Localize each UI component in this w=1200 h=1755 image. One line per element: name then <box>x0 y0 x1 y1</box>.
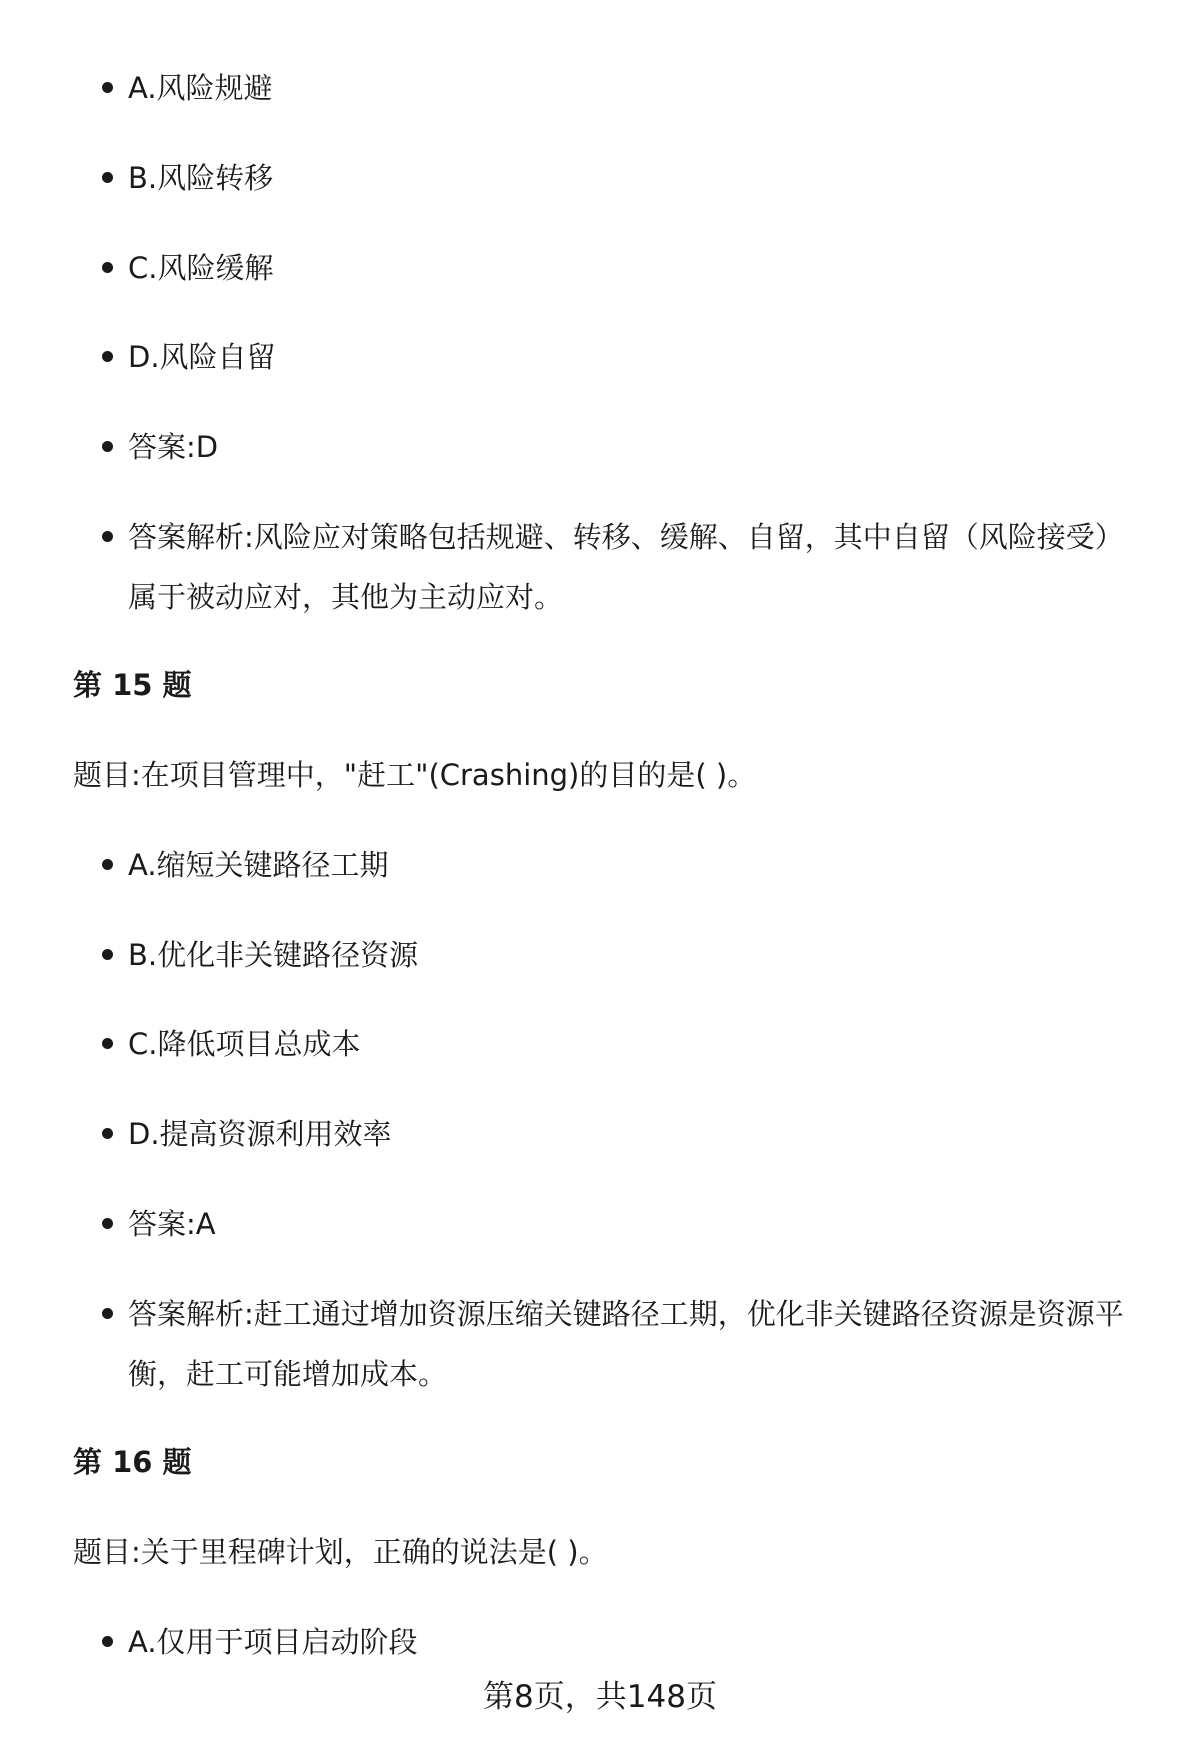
q16-heading: 第 16 题 <box>73 1445 192 1479</box>
q14-answer: 答案:D <box>128 417 1148 477</box>
q15-option-a: A.缩短关键路径工期 <box>128 835 1148 895</box>
q15-option-b: B.优化非关键路径资源 <box>128 925 1148 985</box>
q15-option-c: C.降低项目总成本 <box>128 1014 1148 1074</box>
q15-analysis: 答案解析:赶工通过增加资源压缩关键路径工期，优化非关键路径资源是资源平衡，赶工可能增加成本。 <box>128 1284 1148 1404</box>
q16-option-a: A.仅用于项目启动阶段 <box>128 1612 1148 1672</box>
q14-option-b: B.风险转移 <box>128 148 1148 208</box>
q15-heading: 第 15 题 <box>73 668 192 702</box>
q14-option-d: D.风险自留 <box>128 327 1148 387</box>
q15-option-d: D.提高资源利用效率 <box>128 1104 1148 1164</box>
q14-option-a: A.风险规避 <box>128 58 1148 118</box>
q14-analysis: 答案解析:风险应对策略包括规避、转移、缓解、自留，其中自留（风险接受）属于被动应对，其他为主动应对。 <box>128 507 1148 627</box>
q15-answer: 答案:A <box>128 1194 1148 1254</box>
q16-stem: 题目:关于里程碑计划，正确的说法是( )。 <box>73 1535 608 1569</box>
q15-stem: 题目:在项目管理中，"赶工"(Crashing)的目的是( )。 <box>73 758 757 792</box>
page-footer: 第8页，共148页 <box>483 1679 717 1715</box>
q14-option-c: C.风险缓解 <box>128 238 1148 298</box>
